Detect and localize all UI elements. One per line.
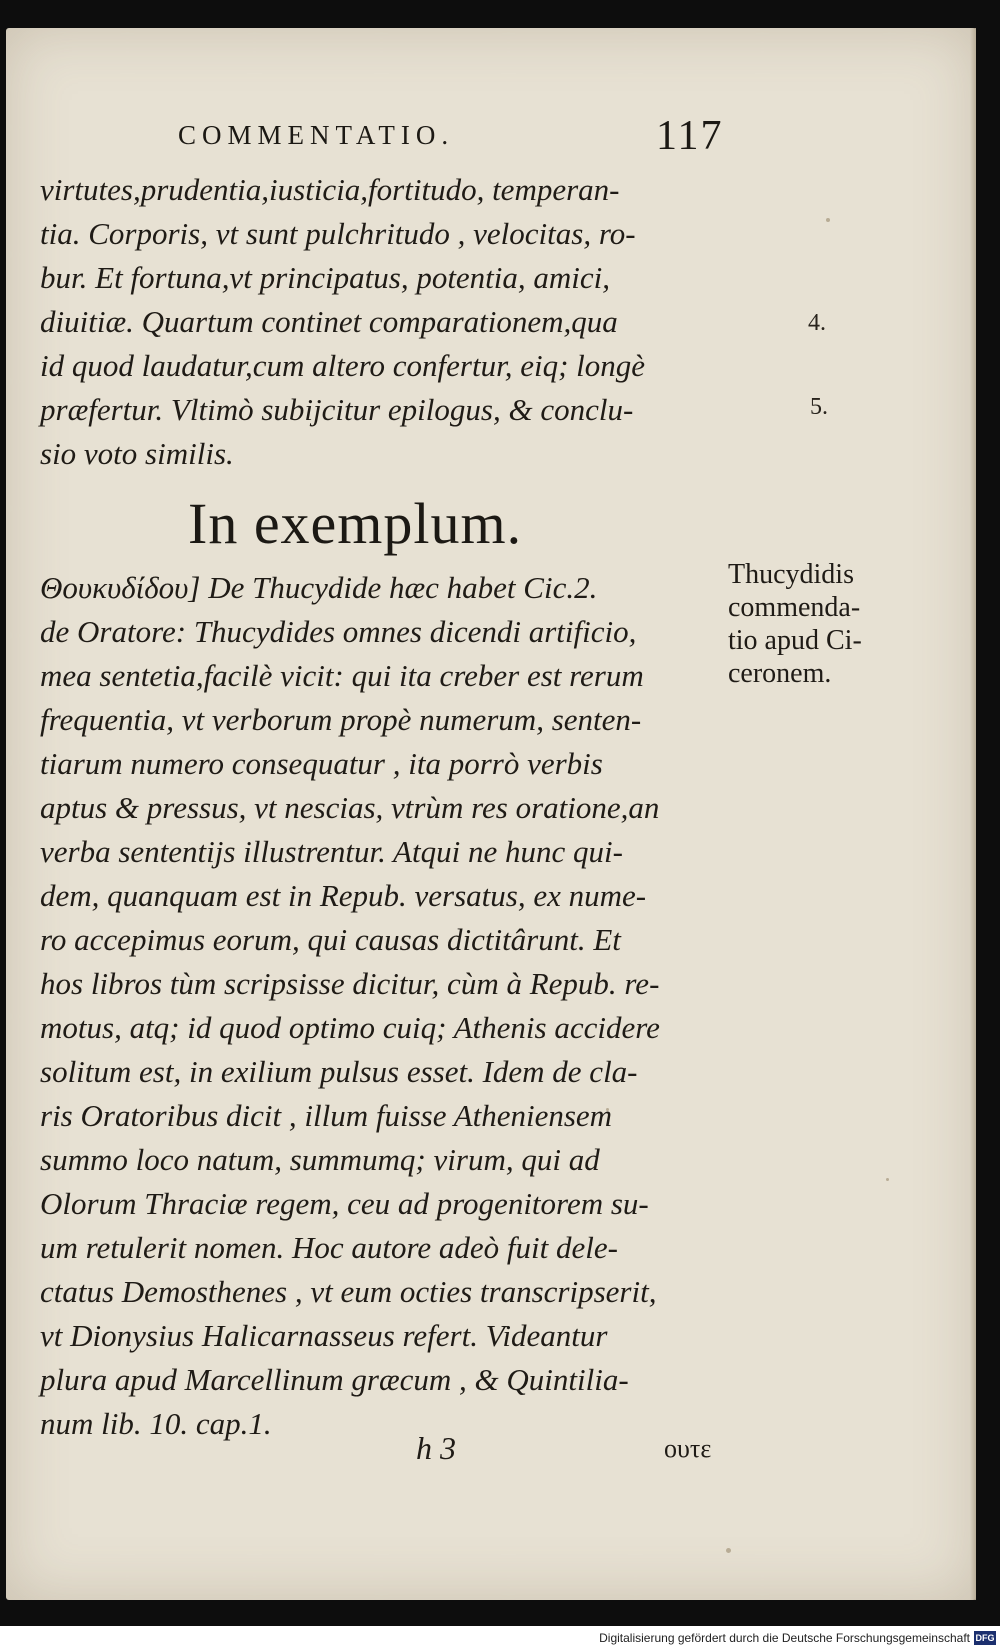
body-line: sio voto similis. (40, 436, 234, 471)
body-line: Olorum Thraciæ regem, ceu ad progenitorem su- (40, 1186, 649, 1221)
body-line: solitum est, in exilium pulsus esset. Idem de cla- (40, 1054, 638, 1089)
dfg-logo: DFG (975, 1633, 995, 1643)
body-line: de Oratore: Thucydides omnes dicendi artificio, (40, 614, 637, 649)
margin-number: 4. (808, 310, 826, 336)
body-line: virtutes,prudentia,iusticia,fortitudo, temperan- (40, 172, 620, 207)
catchword: ουτε (664, 1434, 712, 1463)
body-line: mea sentetia,facilè vicit: qui ita creber est rerum (40, 658, 644, 693)
body-line: ris Oratoribus dicit , illum fuisse Atheniensem (40, 1098, 613, 1133)
running-head: COMMENTATIO. (178, 120, 455, 150)
marginal-note-line: tio apud Ci- (728, 625, 862, 656)
body-line: ctatus Demosthenes , vt eum octies transcripserit, (40, 1274, 657, 1309)
body-line: frequentia, vt verborum propè numerum, senten- (40, 702, 642, 737)
body-line: hos libros tùm scripsisse dicitur, cùm à Repub. re- (40, 966, 660, 1001)
body-line: Θουκυδίδου] De Thucydide hæc habet Cic.2. (40, 570, 598, 605)
signature-mark: h 3 (416, 1430, 456, 1466)
attribution-text: Digitalisierung gefördert durch die Deutsche Forschungsgemeinschaft (599, 1631, 970, 1645)
body-line: ro accepimus eorum, qui causas dictitârunt. Et (40, 922, 621, 957)
body-line: diuitiæ. Quartum continet comparationem,qua (40, 304, 618, 339)
marginal-note-line: commenda- (728, 592, 861, 623)
body-line: id quod laudatur,cum altero confertur, eiq; longè (40, 348, 646, 383)
body-line: plura apud Marcellinum græcum , & Quintilia- (40, 1362, 629, 1397)
body-line: motus, atq; id quod optimo cuiq; Athenis accidere (40, 1010, 660, 1045)
margin-number: 5. (810, 394, 828, 420)
body-line: um retulerit nomen. Hoc autore adeò fuit dele- (40, 1230, 618, 1265)
body-line: num lib. 10. cap.1. (40, 1406, 272, 1441)
body-line: verba sententijs illustrentur. Atqui ne hunc qui- (40, 834, 623, 869)
body-line: dem, quanquam est in Repub. versatus, ex nume- (40, 878, 647, 913)
body-line: tia. Corporis, vt sunt pulchritudo , velocitas, ro- (40, 216, 636, 251)
page-number: 117 (656, 113, 724, 159)
marginal-note-line: ceronem. (728, 658, 832, 689)
section-heading: In exemplum. (188, 491, 523, 556)
book-page (6, 28, 976, 1600)
body-line: aptus & pressus, vt nescias, vtrùm res oratione,an (40, 790, 660, 825)
body-line: summo loco natum, summumq; virum, qui ad (40, 1142, 600, 1177)
body-line: præfertur. Vltimò subijcitur epilogus, & conclu- (40, 392, 634, 427)
body-line: tiarum numero consequatur , ita porrò verbis (40, 746, 603, 781)
body-line: bur. Et fortuna,vt principatus, potentia, amici, (40, 260, 611, 295)
body-line: vt Dionysius Halicarnasseus refert. Videantur (40, 1318, 608, 1353)
attribution-bar (0, 1626, 1000, 1652)
marginal-note-line: Thucydidis (728, 559, 854, 590)
